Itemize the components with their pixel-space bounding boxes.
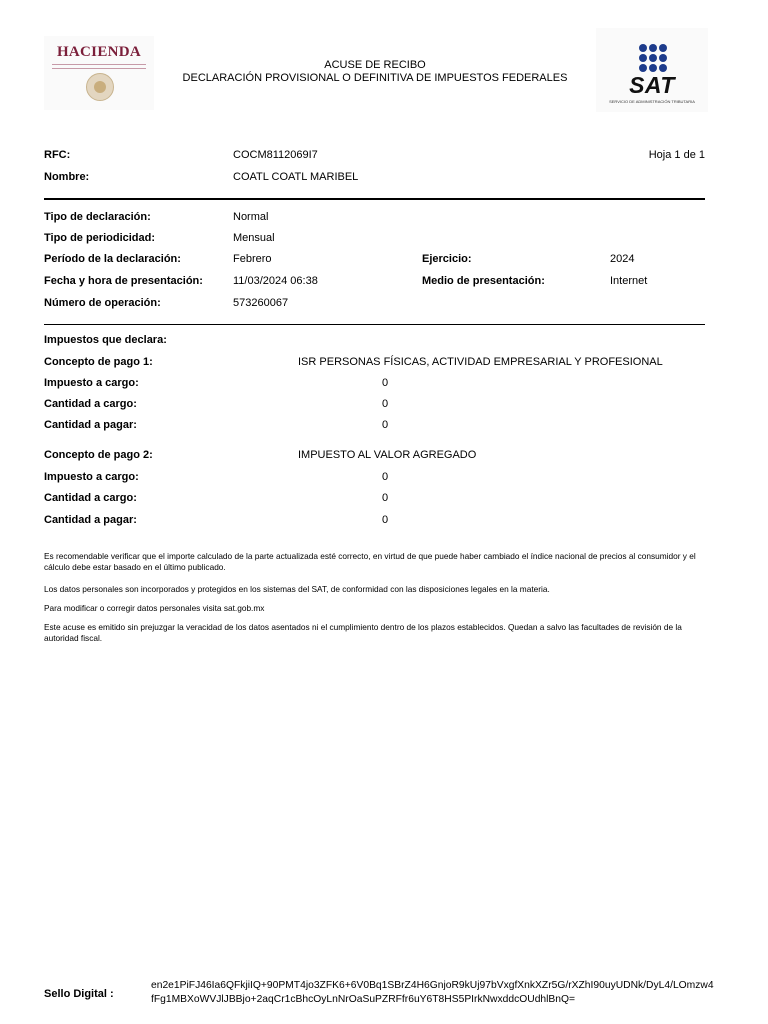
sat-dots-icon	[639, 44, 667, 72]
sello-digital-line-1: en2e1PiFJ46Ia6QFkjiIQ+90PMT4jo3ZFK6+6V0Bq1SBrZ4H6GnjoR9kUj97bVxgfXnkXZr5G/rXZhI90uyUDNk/DyL4/LOmzw4	[151, 980, 714, 991]
name-label: Nombre:	[44, 171, 90, 183]
concepto-2-name: IMPUESTO AL VALOR AGREGADO	[298, 449, 477, 461]
note-modificar-datos: Para modificar o corregir datos personales visita sat.gob.mx	[44, 603, 265, 613]
medio-value: Internet	[610, 275, 648, 287]
note-prejuzgar: Este acuse es emitido sin prejuzgar la veracidad de los datos asentados ni el cumplimiento dentro de los plazos establecidos. Quedan a salvo las facultades de revisión de la autoridad fiscal.	[44, 622, 682, 643]
fecha-label: Fecha y hora de presentación:	[44, 275, 203, 287]
ejercicio-value: 2024	[610, 253, 635, 265]
periodo-value: Febrero	[233, 253, 272, 265]
concepto-2-impuesto-label: Impuesto a cargo:	[44, 471, 139, 483]
rfc-value: COCM8112069I7	[233, 149, 318, 161]
note-actualizacion: Es recomendable verificar que el importe calculado de la parte actualizada esté correcto, en virtud de que puede haber cambiado el índice nacional de precios al consumidor y el cálculo debe estar basado en el último publicado.	[44, 551, 696, 572]
national-seal-icon	[86, 73, 114, 101]
concepto-2-impuesto-value: 0	[382, 471, 389, 483]
concepto-1-cantidad-cargo-value: 0	[382, 398, 389, 410]
concepto-1-cantidad-pagar-label: Cantidad a pagar:	[44, 419, 137, 431]
operacion-value: 573260067	[233, 297, 289, 309]
divider	[44, 198, 705, 200]
concepto-2-cantidad-pagar-value: 0	[382, 514, 389, 526]
concepto-1-impuesto-value: 0	[382, 377, 389, 389]
impuestos-label: Impuestos que declara:	[44, 334, 167, 346]
sello-digital-line-2: fFg1MBXoWVJlJBBjo+2aqCr1cBhcOyLnNrOaSuPZRFfr6uY6T8HS5PIrkNwxddcOUdhlBnQ=	[151, 994, 576, 1005]
hacienda-logo-text: HACIENDA	[56, 44, 142, 60]
concepto-1-cantidad-cargo-label: Cantidad a cargo:	[44, 398, 137, 410]
concepto-2-cantidad-pagar-label: Cantidad a pagar:	[44, 514, 137, 526]
divider	[44, 324, 705, 325]
title-line-2: DECLARACIÓN PROVISIONAL O DEFINITIVA DE IMPUESTOS FEDERALES	[182, 72, 568, 84]
tipo-declaracion-label: Tipo de declaración:	[44, 211, 151, 223]
hacienda-logo-subtext-line	[52, 64, 146, 69]
concepto-2-cantidad-cargo-value: 0	[382, 492, 389, 504]
concepto-1-label: Concepto de pago 1:	[44, 356, 153, 368]
concepto-2-cantidad-cargo-label: Cantidad a cargo:	[44, 492, 137, 504]
medio-label: Medio de presentación:	[422, 275, 545, 287]
tipo-declaracion-value: Normal	[233, 211, 269, 223]
page-info: Hoja 1 de 1	[648, 149, 705, 161]
ejercicio-label: Ejercicio:	[422, 253, 472, 265]
rfc-label: RFC:	[44, 149, 71, 161]
concepto-1-impuesto-label: Impuesto a cargo:	[44, 377, 139, 389]
document-title	[180, 59, 570, 85]
periodo-label: Período de la declaración:	[44, 253, 181, 265]
fecha-value: 11/03/2024 06:38	[233, 275, 318, 287]
note-datos-personales: Los datos personales son incorporados y protegidos en los sistemas del SAT, de conformidad con las disposiciones legales en la materia.	[44, 584, 550, 594]
periodicidad-label: Tipo de periodicidad:	[44, 232, 156, 244]
sat-logo-text: SAT	[629, 72, 675, 98]
concepto-1-cantidad-pagar-value: 0	[382, 419, 389, 431]
name-value: COATL COATL MARIBEL	[233, 171, 359, 183]
sello-digital-label: Sello Digital :	[44, 988, 114, 1000]
sat-logo-subtext: SERVICIO DE ADMINISTRACIÓN TRIBUTARIA	[609, 99, 695, 104]
sat-logo	[596, 28, 708, 112]
title-line-1: ACUSE DE RECIBO	[324, 59, 426, 71]
concepto-2-label: Concepto de pago 2:	[44, 449, 153, 461]
hacienda-logo	[44, 36, 154, 110]
operacion-label: Número de operación:	[44, 297, 161, 309]
concepto-1-name: ISR PERSONAS FÍSICAS, ACTIVIDAD EMPRESARIAL Y PROFESIONAL	[298, 356, 663, 368]
periodicidad-value: Mensual	[233, 232, 275, 244]
